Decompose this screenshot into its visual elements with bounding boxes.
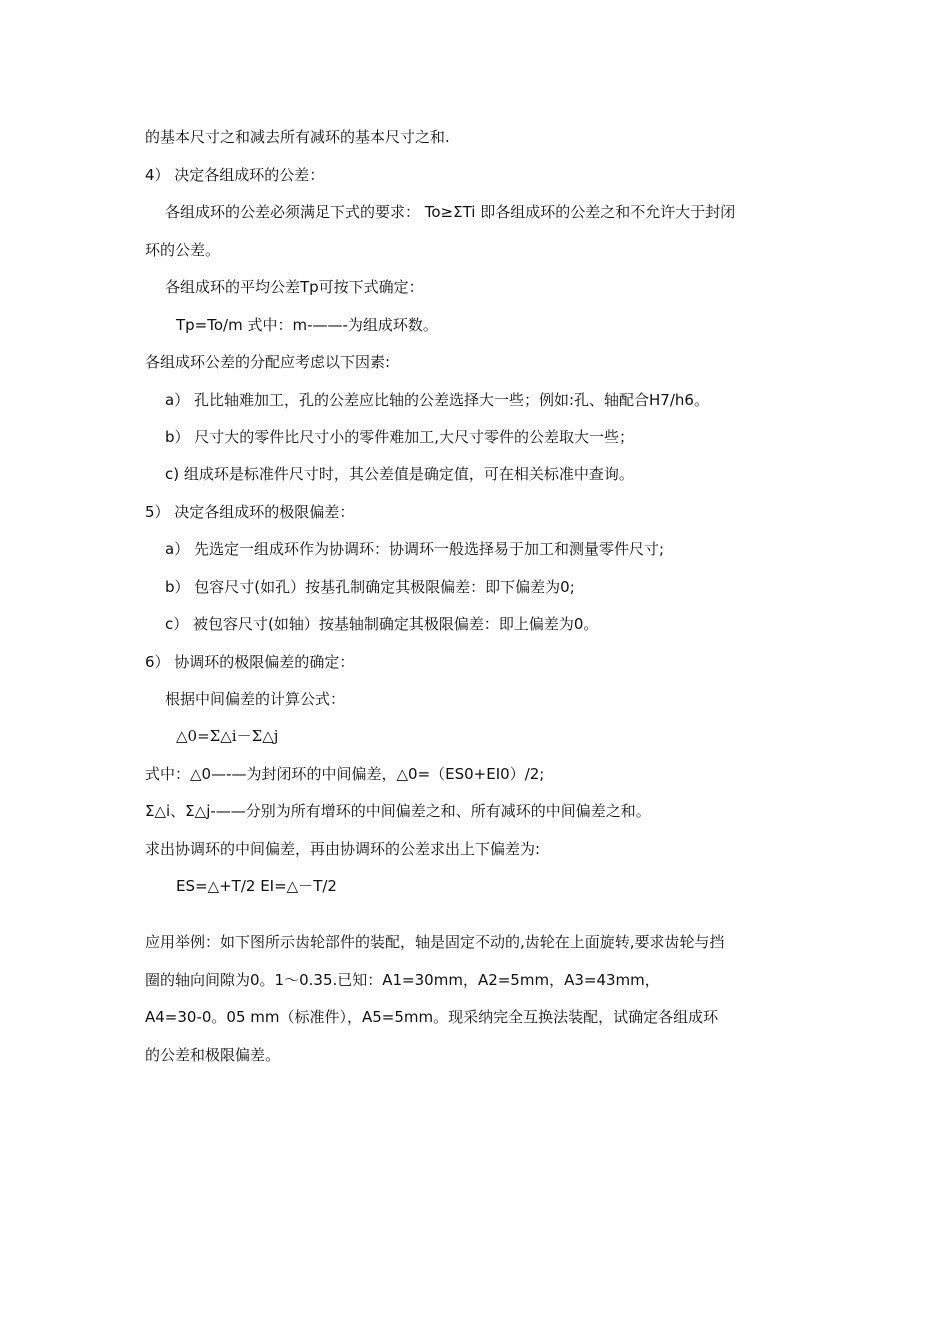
text-line: 式中：△0—-—为封闭环的中间偏差，△0=（ES0+EI0）/2;	[145, 765, 545, 783]
list-item: b） 包容尺寸(如孔）按基孔制确定其极限偏差：即下偏差为0;	[165, 578, 575, 596]
section-heading-5: 5） 决定各组成环的极限偏差：	[145, 503, 355, 521]
text-line: 环的公差。	[145, 241, 221, 259]
text-line: 各组成环的公差必须满足下式的要求： To≥ΣTi 即各组成环的公差之和不允许大于封闭	[165, 203, 736, 221]
text-line: 应用举例：如下图所示齿轮部件的装配，轴是固定不动的,齿轮在上面旋转,要求齿轮与挡	[145, 933, 725, 951]
section-heading-4: 4） 决定各组成环的公差：	[145, 166, 325, 184]
text-line: Σ△i、Σ△j-——分别为所有增环的中间偏差之和、所有减环的中间偏差之和。	[145, 802, 651, 820]
text-line: 圈的轴向间隙为0。1～0.35.已知：A1=30mm，A2=5mm，A3=43mm，	[145, 971, 660, 989]
text-line: A4=30-0。05 mm（标准件），A5=5mm。现采纳完全互换法装配，试确定各组成环	[145, 1008, 719, 1026]
section-heading-6: 6） 协调环的极限偏差的确定：	[145, 653, 355, 671]
text-line: 求出协调环的中间偏差，再由协调环的公差求出上下偏差为:	[145, 840, 541, 858]
formula-line: ES=△+T/2 EI=△－T/2	[176, 877, 337, 895]
formula-line: △0=Σ△i－Σ△j	[176, 727, 279, 745]
list-item: b） 尺寸大的零件比尺寸小的零件难加工,大尺寸零件的公差取大一些；	[165, 428, 635, 446]
text-line: 的公差和极限偏差。	[145, 1046, 281, 1064]
text-line: 的基本尺寸之和减去所有减环的基本尺寸之和.	[145, 128, 450, 146]
text-line: 根据中间偏差的计算公式：	[165, 690, 346, 708]
list-item: a） 孔比轴难加工，孔的公差应比轴的公差选择大一些；例如:孔、轴配合H7/h6。	[165, 391, 709, 409]
list-item: a） 先选定一组成环作为协调环：协调环一般选择易于加工和测量零件尺寸;	[165, 540, 665, 558]
list-item: c) 组成环是标准件尺寸时，其公差值是确定值，可在相关标准中查询。	[165, 465, 634, 483]
formula-line: Tp=To/m 式中：m-——-为组成环数。	[176, 316, 438, 334]
text-line: 各组成环公差的分配应考虑以下因素:	[145, 353, 391, 371]
list-item: c） 被包容尺寸(如轴）按基轴制确定其极限偏差：即上偏差为0。	[165, 615, 599, 633]
text-line: 各组成环的平均公差Tp可按下式确定：	[165, 278, 424, 296]
